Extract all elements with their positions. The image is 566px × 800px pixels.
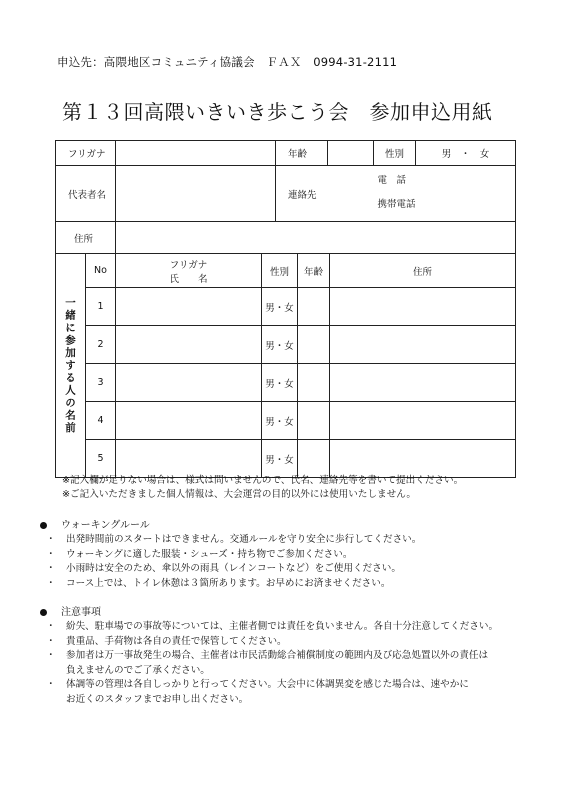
representative-label: 代表者名 [56, 166, 116, 222]
address-label: 住所 [56, 222, 116, 254]
address-field[interactable] [330, 402, 516, 440]
name-field[interactable] [116, 364, 262, 402]
table-row [56, 402, 516, 440]
name-field[interactable] [116, 326, 262, 364]
age-field[interactable] [298, 288, 330, 326]
row-no: 3 [86, 364, 116, 402]
address-field[interactable] [330, 326, 516, 364]
furigana-label: フリガナ [56, 141, 116, 166]
age-field[interactable] [298, 402, 330, 440]
cautions-heading: 注意事項 [61, 607, 101, 618]
form-note-1: ※記入欄が足りない場合は、様式は問いませんので、氏名、連絡先等を書いて提出ください。 [62, 475, 464, 486]
header-name-furigana: フリガナ [169, 259, 208, 271]
header-name [116, 254, 262, 288]
list-item: ・ コース上では、トイレ休憩は３箇所あります。お早めにお済ませください。 [46, 577, 391, 589]
applicant-form [55, 140, 516, 254]
contact-label: 連絡先 [276, 166, 328, 222]
list-item: ・ 参加者は万一事故発生の場合、主催者は市民活動総合補償制度の範囲内及び応急処置以外の責任は 負えませんのでご了承ください。 [46, 650, 489, 676]
address-field[interactable] [116, 222, 516, 254]
table-row [56, 364, 516, 402]
page-title: 第１３回高隈いきいき歩こう会 参加申込用紙 [62, 100, 493, 124]
walking-rules-heading-row [40, 518, 498, 533]
phone-label: 電 話 [377, 175, 407, 186]
contact-field[interactable] [328, 166, 516, 222]
address-field[interactable] [330, 440, 516, 478]
age-field[interactable] [328, 141, 374, 166]
gender-options[interactable]: 男・女 [262, 402, 298, 440]
bullet-icon [40, 609, 47, 616]
cautions-heading-row [40, 605, 498, 620]
list-item: ・ 紛失、駐車場での事故等については、主催者側では責任を負いません。各自十分注意してください。 [46, 621, 499, 632]
header-no: No [86, 254, 116, 288]
age-field[interactable] [298, 440, 330, 478]
companions-side-label: 一緒に参加する人の名前 [64, 296, 76, 435]
notes-block [46, 474, 499, 707]
gender-options[interactable]: 男・女 [262, 364, 298, 402]
submit-to-line: 申込先：高隈地区コミュニティ協議会 ＦＡＸ 0994-31-2111 [57, 55, 398, 69]
bullet-icon [40, 522, 47, 529]
companions-side-label-cell [56, 254, 86, 478]
list-item: ・ ウォーキングに適した服装・シューズ・持ち物でご参加ください。 [46, 548, 353, 560]
gender-options[interactable]: 男・女 [262, 440, 298, 478]
table-row [56, 288, 516, 326]
mobile-label: 携帯電話 [377, 199, 416, 210]
age-label: 年齢 [276, 141, 328, 166]
table-row [56, 440, 516, 478]
address-field[interactable] [330, 288, 516, 326]
cautions-list [40, 620, 498, 707]
header-address: 住所 [330, 254, 516, 288]
name-field[interactable] [116, 402, 262, 440]
age-field[interactable] [298, 364, 330, 402]
age-field[interactable] [298, 326, 330, 364]
row-no: 1 [86, 288, 116, 326]
header-gender: 性別 [262, 254, 298, 288]
header-age: 年齢 [298, 254, 330, 288]
walking-rules-heading: ウォーキングルール [61, 520, 150, 531]
row-no: 5 [86, 440, 116, 478]
gender-options[interactable]: 男・女 [262, 326, 298, 364]
list-item: ・ 出発時間前のスタートはできません。交通ルールを守り安全に歩行してください。 [46, 534, 422, 545]
gender-label: 性別 [374, 141, 416, 166]
table-row [56, 326, 516, 364]
row-no: 4 [86, 402, 116, 440]
gender-options[interactable]: 男 ・ 女 [416, 141, 516, 166]
walking-rules-list [40, 533, 498, 591]
representative-field[interactable] [116, 166, 276, 222]
list-item: ・ 貴重品、手荷物は各自の責任で保管してください。 [46, 635, 287, 647]
list-item: ・ 体調等の管理は各自しっかりと行ってください。大会中に体調異変を感じた場合は、速やかに お近くのスタッフまでお申し出ください。 [46, 679, 469, 705]
gender-options[interactable]: 男・女 [262, 288, 298, 326]
furigana-field[interactable] [116, 141, 276, 166]
row-no: 2 [86, 326, 116, 364]
list-item: ・ 小雨時は安全のため、傘以外の雨具（レインコートなど）をご使用ください。 [46, 563, 401, 574]
header-name-kanji: 氏 名 [169, 273, 208, 285]
name-field[interactable] [116, 288, 262, 326]
name-field[interactable] [116, 440, 262, 478]
address-field[interactable] [330, 364, 516, 402]
form-note-2: ※ご記入いただきました個人情報は、大会運営の目的以外には使用いたしません。 [62, 489, 416, 500]
companions-table [55, 253, 516, 478]
